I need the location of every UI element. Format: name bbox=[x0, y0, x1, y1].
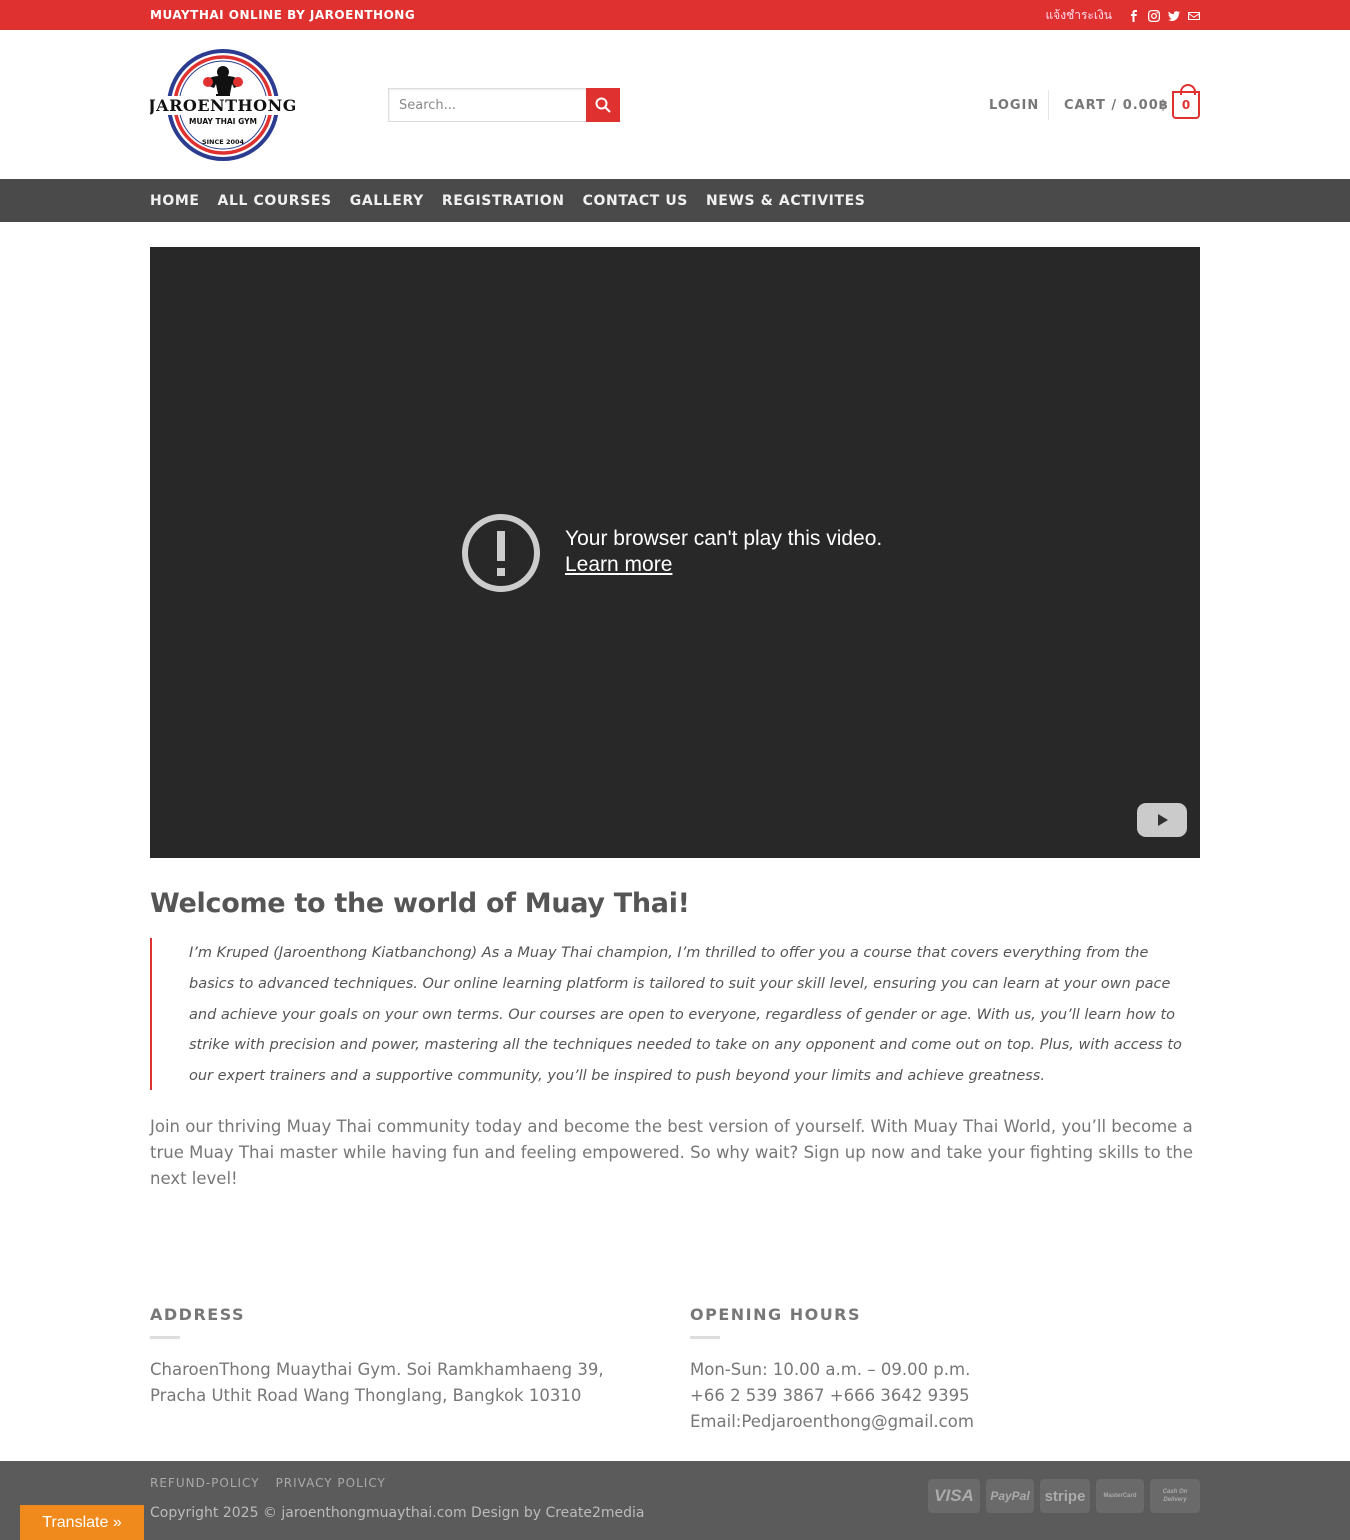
opening-hours-text bbox=[690, 1357, 1200, 1435]
footer-links bbox=[150, 1476, 386, 1490]
facebook-icon[interactable] bbox=[1128, 9, 1140, 23]
payment-notice-link[interactable]: แจ้งชำระเงิน bbox=[1045, 8, 1112, 22]
nav-item-all-courses[interactable]: ALL COURSES bbox=[217, 193, 332, 209]
search-input[interactable] bbox=[388, 88, 586, 122]
privacy-policy-link[interactable]: PRIVACY POLICY bbox=[275, 1476, 386, 1490]
phone-numbers: +66 2 539 3867 +666 3642 9395 bbox=[690, 1386, 970, 1405]
top-bar-right bbox=[1045, 6, 1200, 25]
cash-on-delivery-icon: Cash On Delivery bbox=[1150, 1479, 1200, 1513]
paypal-icon: PayPal bbox=[986, 1479, 1034, 1513]
nav-item-gallery[interactable]: GALLERY bbox=[349, 193, 424, 209]
envelope-icon[interactable] bbox=[1188, 9, 1200, 23]
copyright-text: Copyright 2025 © jaroenthongmuaythai.com Design by Create2media bbox=[150, 1505, 645, 1521]
svg-text:JAROENTHONG: JAROENTHONG bbox=[150, 96, 295, 115]
error-icon bbox=[461, 513, 541, 593]
svg-text:MUAY THAI GYM: MUAY THAI GYM bbox=[189, 117, 257, 126]
address-title: ADDRESS bbox=[150, 1305, 246, 1324]
youtube-play-button[interactable] bbox=[1137, 803, 1187, 837]
address-text: CharoenThong Muaythai Gym. Soi Ramkhamhaeng 39, Pracha Uthit Road Wang Thonglang, Bangkok 10310 bbox=[150, 1360, 604, 1405]
page-heading: Welcome to the world of Muay Thai! bbox=[150, 888, 690, 919]
opening-hours-title: OPENING HOURS bbox=[690, 1305, 862, 1324]
instagram-icon[interactable] bbox=[1148, 9, 1160, 23]
opening-hours-line: Mon-Sun: 10.00 a.m. – 09.00 p.m. bbox=[690, 1360, 971, 1379]
video-error-title: Your browser can't play this video. bbox=[565, 527, 883, 550]
svg-text:SINCE 2004: SINCE 2004 bbox=[201, 138, 245, 146]
nav-item-contact-us[interactable]: CONTACT US bbox=[582, 193, 688, 209]
header-divider bbox=[1048, 90, 1049, 120]
video-player[interactable] bbox=[150, 247, 1200, 858]
search-form bbox=[388, 88, 620, 122]
translate-button[interactable]: Translate » bbox=[20, 1505, 144, 1540]
nav-item-registration[interactable]: REGISTRATION bbox=[441, 193, 565, 209]
opening-hours-divider bbox=[690, 1336, 720, 1339]
stripe-icon: stripe bbox=[1040, 1479, 1090, 1513]
header bbox=[0, 30, 1350, 179]
top-bar-brand: MUAYTHAI ONLINE BY JAROENTHONG bbox=[150, 8, 416, 22]
site-logo[interactable] bbox=[150, 48, 295, 163]
twitter-icon[interactable] bbox=[1168, 9, 1180, 23]
play-icon bbox=[1154, 812, 1170, 828]
opening-hours-widget bbox=[690, 1305, 1200, 1435]
refund-policy-link[interactable]: REFUND-POLICY bbox=[150, 1476, 260, 1490]
search-icon bbox=[595, 97, 611, 113]
mastercard-icon: MasterCard bbox=[1096, 1479, 1144, 1513]
email-address[interactable]: Email:Pedjaroenthong@gmail.com bbox=[690, 1412, 974, 1431]
search-button[interactable] bbox=[586, 88, 620, 122]
main-navigation bbox=[0, 179, 1350, 222]
cart-count-badge[interactable]: 0 bbox=[1172, 91, 1200, 119]
video-learn-more-link[interactable]: Learn more bbox=[565, 553, 673, 576]
address-divider bbox=[150, 1336, 180, 1339]
cart-link[interactable]: CART / 0.00฿ bbox=[1064, 98, 1169, 113]
footer bbox=[0, 1461, 1350, 1540]
top-bar bbox=[0, 0, 1350, 30]
intro-quote-text: I’m Kruped (Jaroenthong Kiatbanchong) As a Muay Thai champion, I’m thrilled to offer you a course that covers everything from the basics to advanced techniques. Our online learning platform is tailored to suit your skill level, ensuring you can learn at your own pace and achieve your goals on your own terms. Our courses are open to everyone, regardless of gender or age. With us, you’ll learn how to strike with precision and power, mastering all the techniques needed to take on any opponent and come out on top. Plus, with access to our expert trainers and a supportive community, you’ll be inspired to push beyond your limits and achieve greatness. bbox=[189, 945, 1182, 1085]
login-link[interactable]: LOGIN bbox=[989, 98, 1040, 113]
nav-item-home[interactable]: HOME bbox=[150, 193, 200, 209]
address-widget bbox=[150, 1305, 660, 1409]
visa-icon: VISA bbox=[928, 1479, 980, 1513]
nav-item-news-activities[interactable]: NEWS & ACTIVITES bbox=[705, 193, 866, 209]
intro-quote bbox=[150, 938, 1200, 1090]
payment-icons bbox=[928, 1479, 1200, 1513]
intro-paragraph: Join our thriving Muay Thai community today and become the best version of yourself. With Muay Thai World, you’ll become a true Muay Thai master while having fun and feeling empowered. So why wait? Sign up now and take your fighting skills to the next level! bbox=[150, 1117, 1194, 1188]
